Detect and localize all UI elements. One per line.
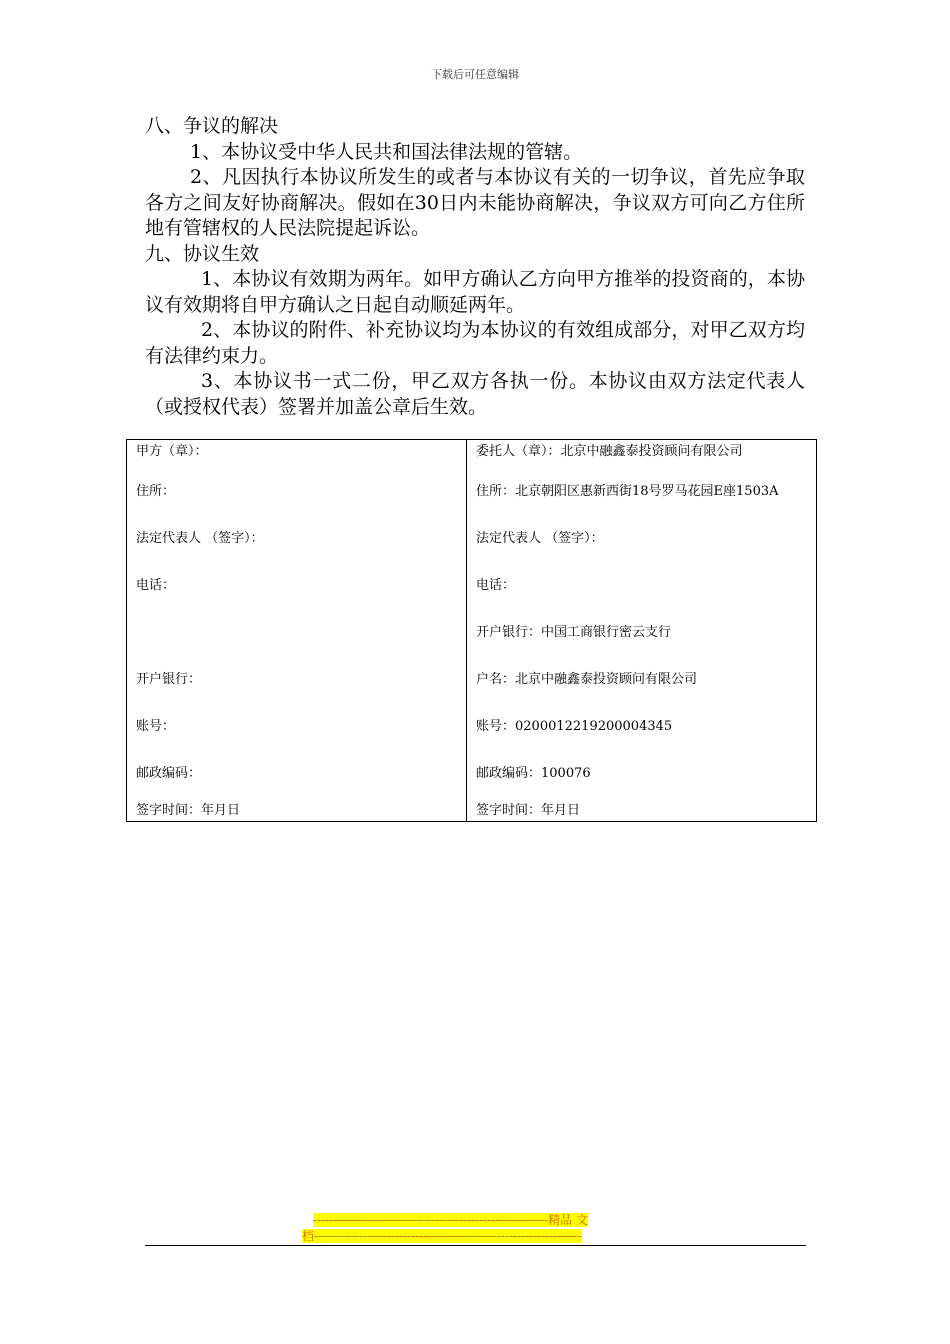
signature-table: [126, 439, 817, 822]
principal-label: 委托人（章）：北京中融鑫泰投资顾问有限公司: [467, 440, 817, 467]
year-label: 年: [201, 802, 215, 818]
party-a-label: 甲方（章）：: [127, 440, 467, 467]
table-row: [127, 701, 817, 748]
header-note: 下载后可任意编辑: [431, 68, 519, 81]
agreement-body: [145, 114, 805, 420]
party-a-bank: 开户银行：: [127, 654, 467, 701]
day-label: 日: [227, 802, 241, 818]
section-heading-dispute: 八、争议的解决: [145, 115, 279, 137]
day-label: 日: [567, 802, 581, 818]
effect-clause-2: 2、本协议的附件、补充协议均为本协议的有效组成部分，对甲乙双方均有法律约束力。: [145, 319, 805, 367]
table-row: [127, 466, 817, 513]
table-row: [127, 654, 817, 701]
sign-time-label: 签字时间：: [136, 802, 202, 818]
principal-postcode: 邮政编码：100076: [467, 748, 817, 795]
section-heading-effect: 九、协议生效: [145, 242, 260, 265]
footer-line-1: ----------------------------------------------------------精品 文: [313, 1213, 588, 1227]
footer-line-2: 档------------------------------------------------------------------: [302, 1229, 582, 1243]
table-row: [127, 607, 817, 654]
party-a-sign-time: [127, 795, 467, 822]
effect-clause-3: 3、本协议书一式二份，甲乙双方各执一份。本协议由双方法定代表人（或授权代表）签署并加盖公章后生效。: [145, 370, 805, 418]
principal-phone: 电话：: [467, 560, 817, 607]
party-a-phone: 电话：: [127, 560, 467, 607]
table-row: [127, 440, 817, 467]
footer-watermark: [302, 1212, 650, 1244]
table-row: [127, 795, 817, 822]
principal-legal-rep: 法定代表人 （签字）：: [467, 513, 817, 560]
table-row: [127, 560, 817, 607]
table-row: [127, 748, 817, 795]
month-label: 月: [554, 802, 568, 818]
party-a-account: 账号：: [127, 701, 467, 748]
party-a-postcode: 邮政编码：: [127, 748, 467, 795]
sign-time-label: 签字时间：: [476, 802, 542, 818]
footer-divider: [145, 1245, 806, 1246]
table-row: [127, 513, 817, 560]
dispute-clause-2: 2、凡因执行本协议所发生的或者与本协议有关的一切争议，首先应争取各方之间友好协商解决。假如在30日内未能协商解决，争议双方可向乙方住所地有管辖权的人民法院提起诉讼。: [145, 166, 805, 239]
party-a-blank: [127, 607, 467, 654]
party-a-address: 住所：: [127, 466, 467, 513]
year-label: 年: [541, 802, 555, 818]
principal-account: 账号：0200012219200004345: [467, 701, 817, 748]
principal-bank: 开户银行：中国工商银行密云支行: [467, 607, 817, 654]
month-label: 月: [214, 802, 228, 818]
dispute-clause-1: 1、本协议受中华人民共和国法律法规的管辖。: [190, 140, 583, 163]
principal-account-name: 户名：北京中融鑫泰投资顾问有限公司: [467, 654, 817, 701]
effect-clause-1: 1、本协议有效期为两年。如甲方确认乙方向甲方推举的投资商的，本协议有效期将自甲方确认之日起自动顺延两年。: [145, 268, 805, 316]
principal-sign-time: [467, 795, 817, 822]
principal-address: 住所：北京朝阳区惠新西街18号罗马花园E座1503A: [467, 466, 817, 513]
party-a-legal-rep: 法定代表人 （签字）：: [127, 513, 467, 560]
